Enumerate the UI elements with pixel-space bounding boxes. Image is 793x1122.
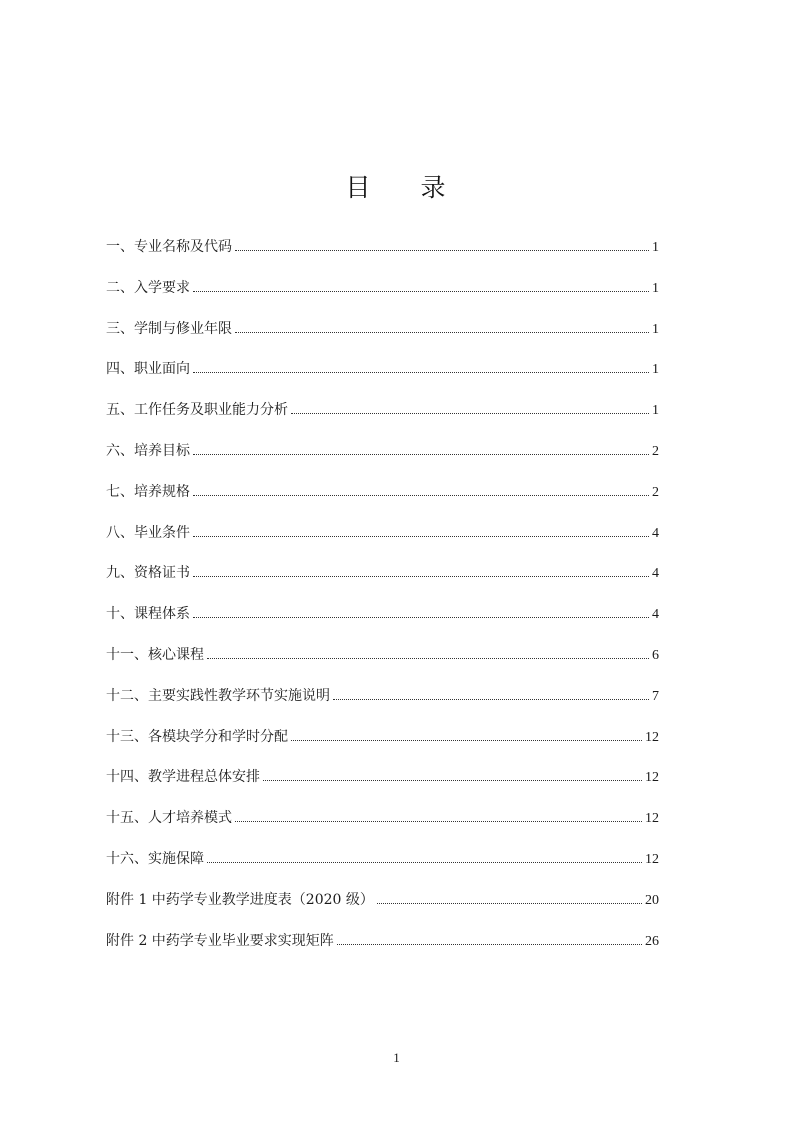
- toc-entry[interactable]: [106, 400, 659, 441]
- toc-entry-label: 附件 1 中药学专业教学进度表（2020 级）: [106, 891, 374, 908]
- page-title: [0, 168, 793, 204]
- toc-entry-label: 十五、人才培养模式: [106, 810, 232, 827]
- toc-entry[interactable]: [106, 686, 659, 727]
- toc-entry-page: 12: [645, 770, 659, 786]
- toc-leader-dots: [207, 861, 642, 863]
- toc-leader-dots: [193, 290, 649, 292]
- page-title-part2: 录: [420, 173, 448, 202]
- toc-entry-page: 12: [645, 851, 659, 867]
- page-title-part1: 目: [345, 173, 373, 202]
- toc-entry-label: 十、课程体系: [106, 606, 190, 623]
- toc-leader-dots: [193, 575, 649, 577]
- toc-entry-label: 十三、各模块学分和学时分配: [106, 728, 288, 745]
- toc-entry-page: 4: [652, 566, 659, 582]
- toc-entry-label: 八、毕业条件: [106, 524, 190, 541]
- toc-entry-page: 1: [652, 321, 659, 337]
- toc-entry-page: 1: [652, 403, 659, 419]
- page-number: 1: [393, 1050, 400, 1065]
- toc-entry[interactable]: [106, 890, 659, 931]
- toc-leader-dots: [291, 412, 649, 414]
- toc-leader-dots: [193, 494, 649, 496]
- toc-entry-page: 1: [652, 240, 659, 255]
- toc-entry-label: 三、学制与修业年限: [106, 320, 232, 337]
- toc-leader-dots: [193, 616, 649, 618]
- toc-entry[interactable]: [106, 359, 659, 400]
- table-of-contents: [106, 237, 659, 971]
- toc-entry-label: 四、职业面向: [106, 361, 190, 378]
- toc-entry-page: 4: [652, 607, 659, 623]
- toc-leader-dots: [333, 698, 649, 700]
- toc-entry-label: 十一、核心课程: [106, 646, 204, 663]
- toc-entry[interactable]: [106, 482, 659, 523]
- toc-entry-label: 六、培养目标: [106, 442, 190, 459]
- toc-entry-page: 6: [652, 647, 659, 663]
- toc-entry-page: 12: [645, 811, 659, 827]
- toc-entry-label: 五、工作任务及职业能力分析: [106, 402, 288, 419]
- toc-entry[interactable]: [106, 563, 659, 604]
- toc-entry[interactable]: [106, 441, 659, 482]
- toc-leader-dots: [235, 249, 649, 251]
- toc-leader-dots: [207, 657, 649, 659]
- toc-entry-page: 2: [652, 443, 659, 459]
- toc-leader-dots: [193, 535, 649, 537]
- toc-entry-label: 九、资格证书: [106, 565, 190, 582]
- toc-leader-dots: [235, 331, 649, 333]
- toc-leader-dots: [291, 739, 642, 741]
- toc-entry-label: 附件 2 中药学专业毕业要求实现矩阵: [106, 932, 334, 949]
- toc-entry[interactable]: [106, 727, 659, 768]
- toc-leader-dots: [235, 820, 642, 822]
- toc-entry[interactable]: [106, 278, 659, 319]
- toc-entry[interactable]: [106, 767, 659, 808]
- toc-entry[interactable]: [106, 931, 659, 972]
- toc-entry[interactable]: [106, 319, 659, 360]
- toc-entry-page: 20: [645, 892, 659, 908]
- toc-entry-page: 1: [652, 280, 659, 296]
- toc-entry-label: 十二、主要实践性教学环节实施说明: [106, 687, 330, 704]
- toc-entry-page: 26: [645, 933, 659, 949]
- toc-entry-label: 十四、教学进程总体安排: [106, 769, 260, 786]
- toc-entry[interactable]: [106, 604, 659, 645]
- toc-entry-page: 12: [645, 729, 659, 745]
- toc-entry[interactable]: [106, 645, 659, 686]
- toc-leader-dots: [193, 371, 649, 373]
- toc-entry[interactable]: [106, 849, 659, 890]
- toc-entry-page: 7: [652, 688, 659, 704]
- toc-leader-dots: [377, 902, 642, 904]
- toc-entry-page: 2: [652, 484, 659, 500]
- toc-entry-label: 二、入学要求: [106, 279, 190, 296]
- toc-entry[interactable]: [106, 523, 659, 564]
- toc-leader-dots: [337, 943, 642, 945]
- toc-entry-page: 1: [652, 362, 659, 378]
- toc-entry-label: 十六、实施保障: [106, 850, 204, 867]
- toc-entry-label: 七、培养规格: [106, 483, 190, 500]
- toc-entry-label: 一、专业名称及代码: [106, 239, 232, 255]
- toc-entry[interactable]: [106, 237, 659, 278]
- toc-entry-page: 4: [652, 525, 659, 541]
- toc-entry[interactable]: [106, 808, 659, 849]
- toc-leader-dots: [263, 779, 642, 781]
- toc-leader-dots: [193, 453, 649, 455]
